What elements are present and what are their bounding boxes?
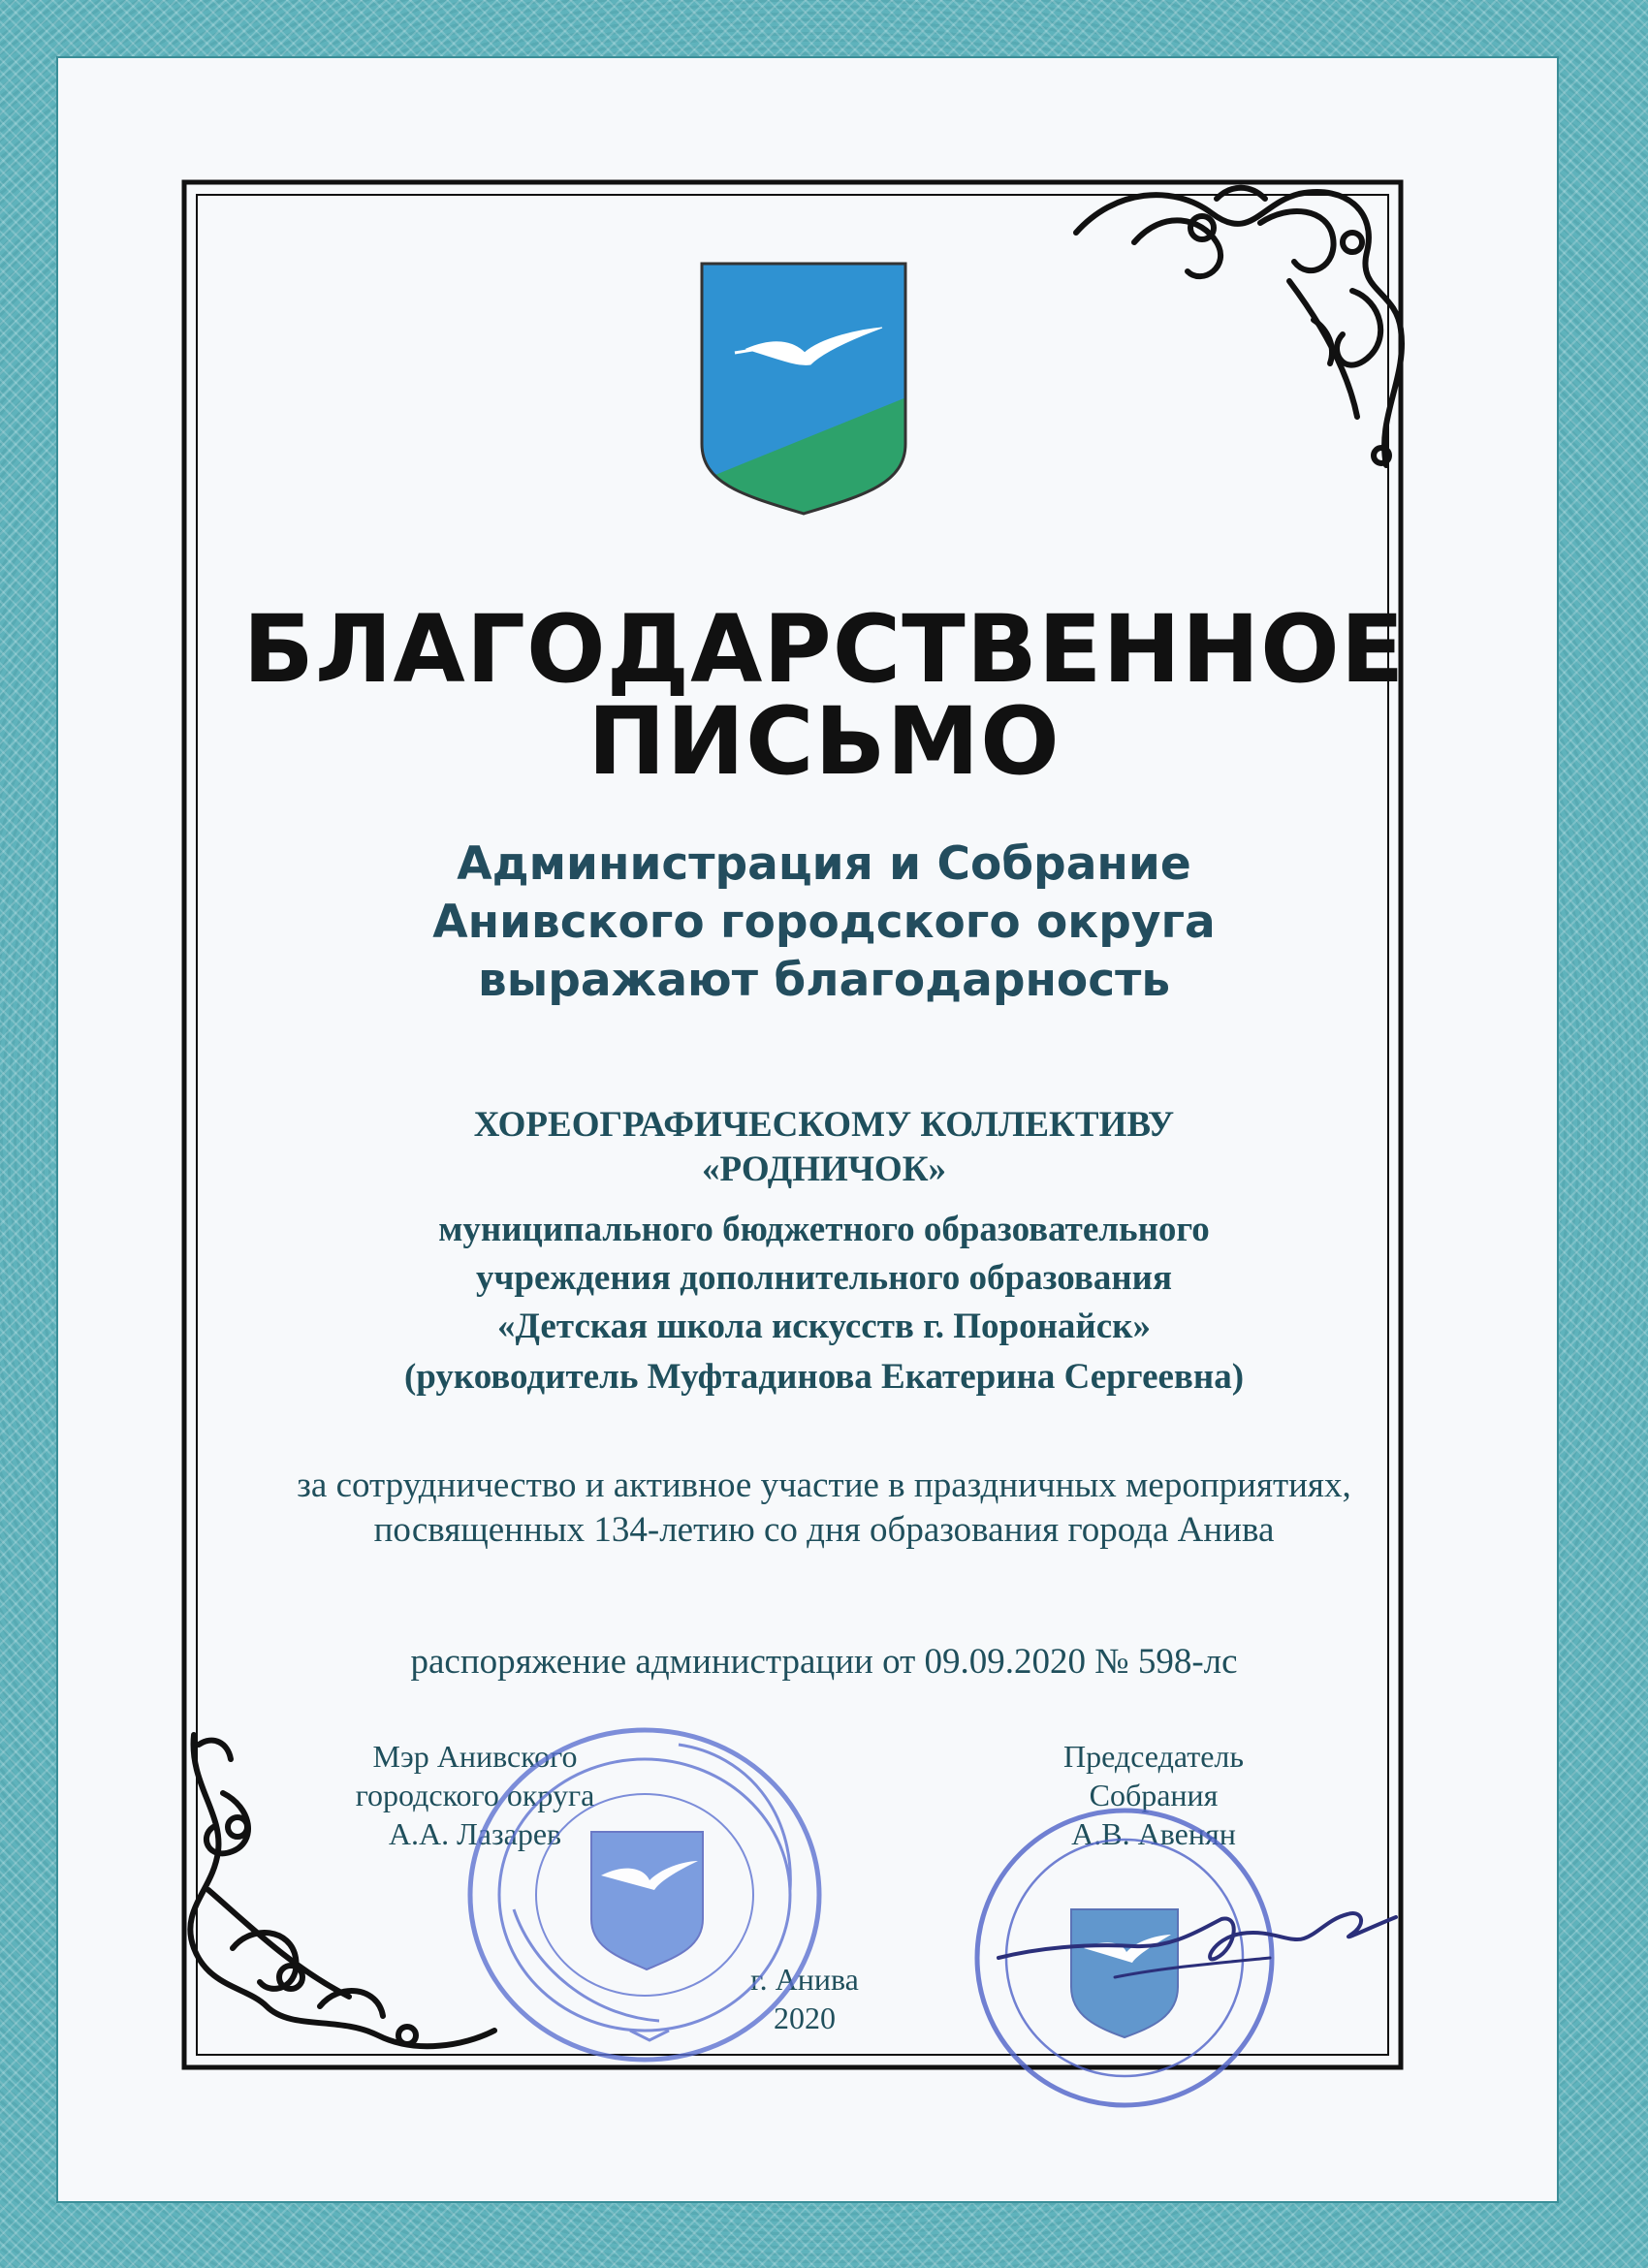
signature-left-position1: Мэр Анивского	[372, 1739, 578, 1774]
recipient-line4: учреждения дополнительного образования	[476, 1258, 1172, 1298]
issue-year: 2020	[774, 2000, 836, 2035]
subtitle-line3: выражают благодарность	[477, 954, 1171, 1007]
certificate-title-line1: БЛАГОДАРСТВЕННОЕ	[242, 595, 1406, 704]
reason-line1: за сотрудничество и активное участие в праздничных мероприятиях,	[297, 1465, 1351, 1505]
issue-place: г. Анива	[750, 1962, 859, 1997]
recipient-line3: муниципального бюджетного образовательного	[438, 1210, 1210, 1249]
recipient-line6: (руководитель Муфтадинова Екатерина Сергеевна)	[403, 1357, 1245, 1397]
recipient-line2: «РОДНИЧОК»	[701, 1150, 947, 1189]
administration-seal-left	[456, 1716, 834, 2074]
coat-of-arms-emblem	[696, 260, 911, 521]
signature-right-position1: Председатель	[1063, 1739, 1244, 1774]
reason-line2: посвященных 134-летию со дня образования города Анива	[373, 1510, 1275, 1550]
signature-right-position2: Собрания	[1089, 1778, 1219, 1812]
order-reference: распоряжение администрации от 09.09.2020 № 598-лс	[410, 1642, 1238, 1682]
subtitle-line2: Анивского городского округа	[432, 896, 1216, 949]
signature-right-name: А.В. Авенян	[1071, 1816, 1236, 1851]
corner-ornament-top-right	[1076, 188, 1402, 465]
signature-left-position2: городского округа	[355, 1778, 595, 1812]
recipient-line1: ХОРЕОГРАФИЧЕСКОМУ КОЛЛЕКТИВУ	[473, 1105, 1175, 1145]
handwritten-signature	[979, 1890, 1406, 2016]
signature-left-name: А.А. Лазарев	[388, 1816, 562, 1851]
subtitle-line1: Администрация и Собрание	[457, 837, 1191, 891]
recipient-line5: «Детская школа искусств г. Поронайск»	[496, 1307, 1151, 1346]
certificate-title-line2: ПИСЬМО	[587, 687, 1061, 796]
